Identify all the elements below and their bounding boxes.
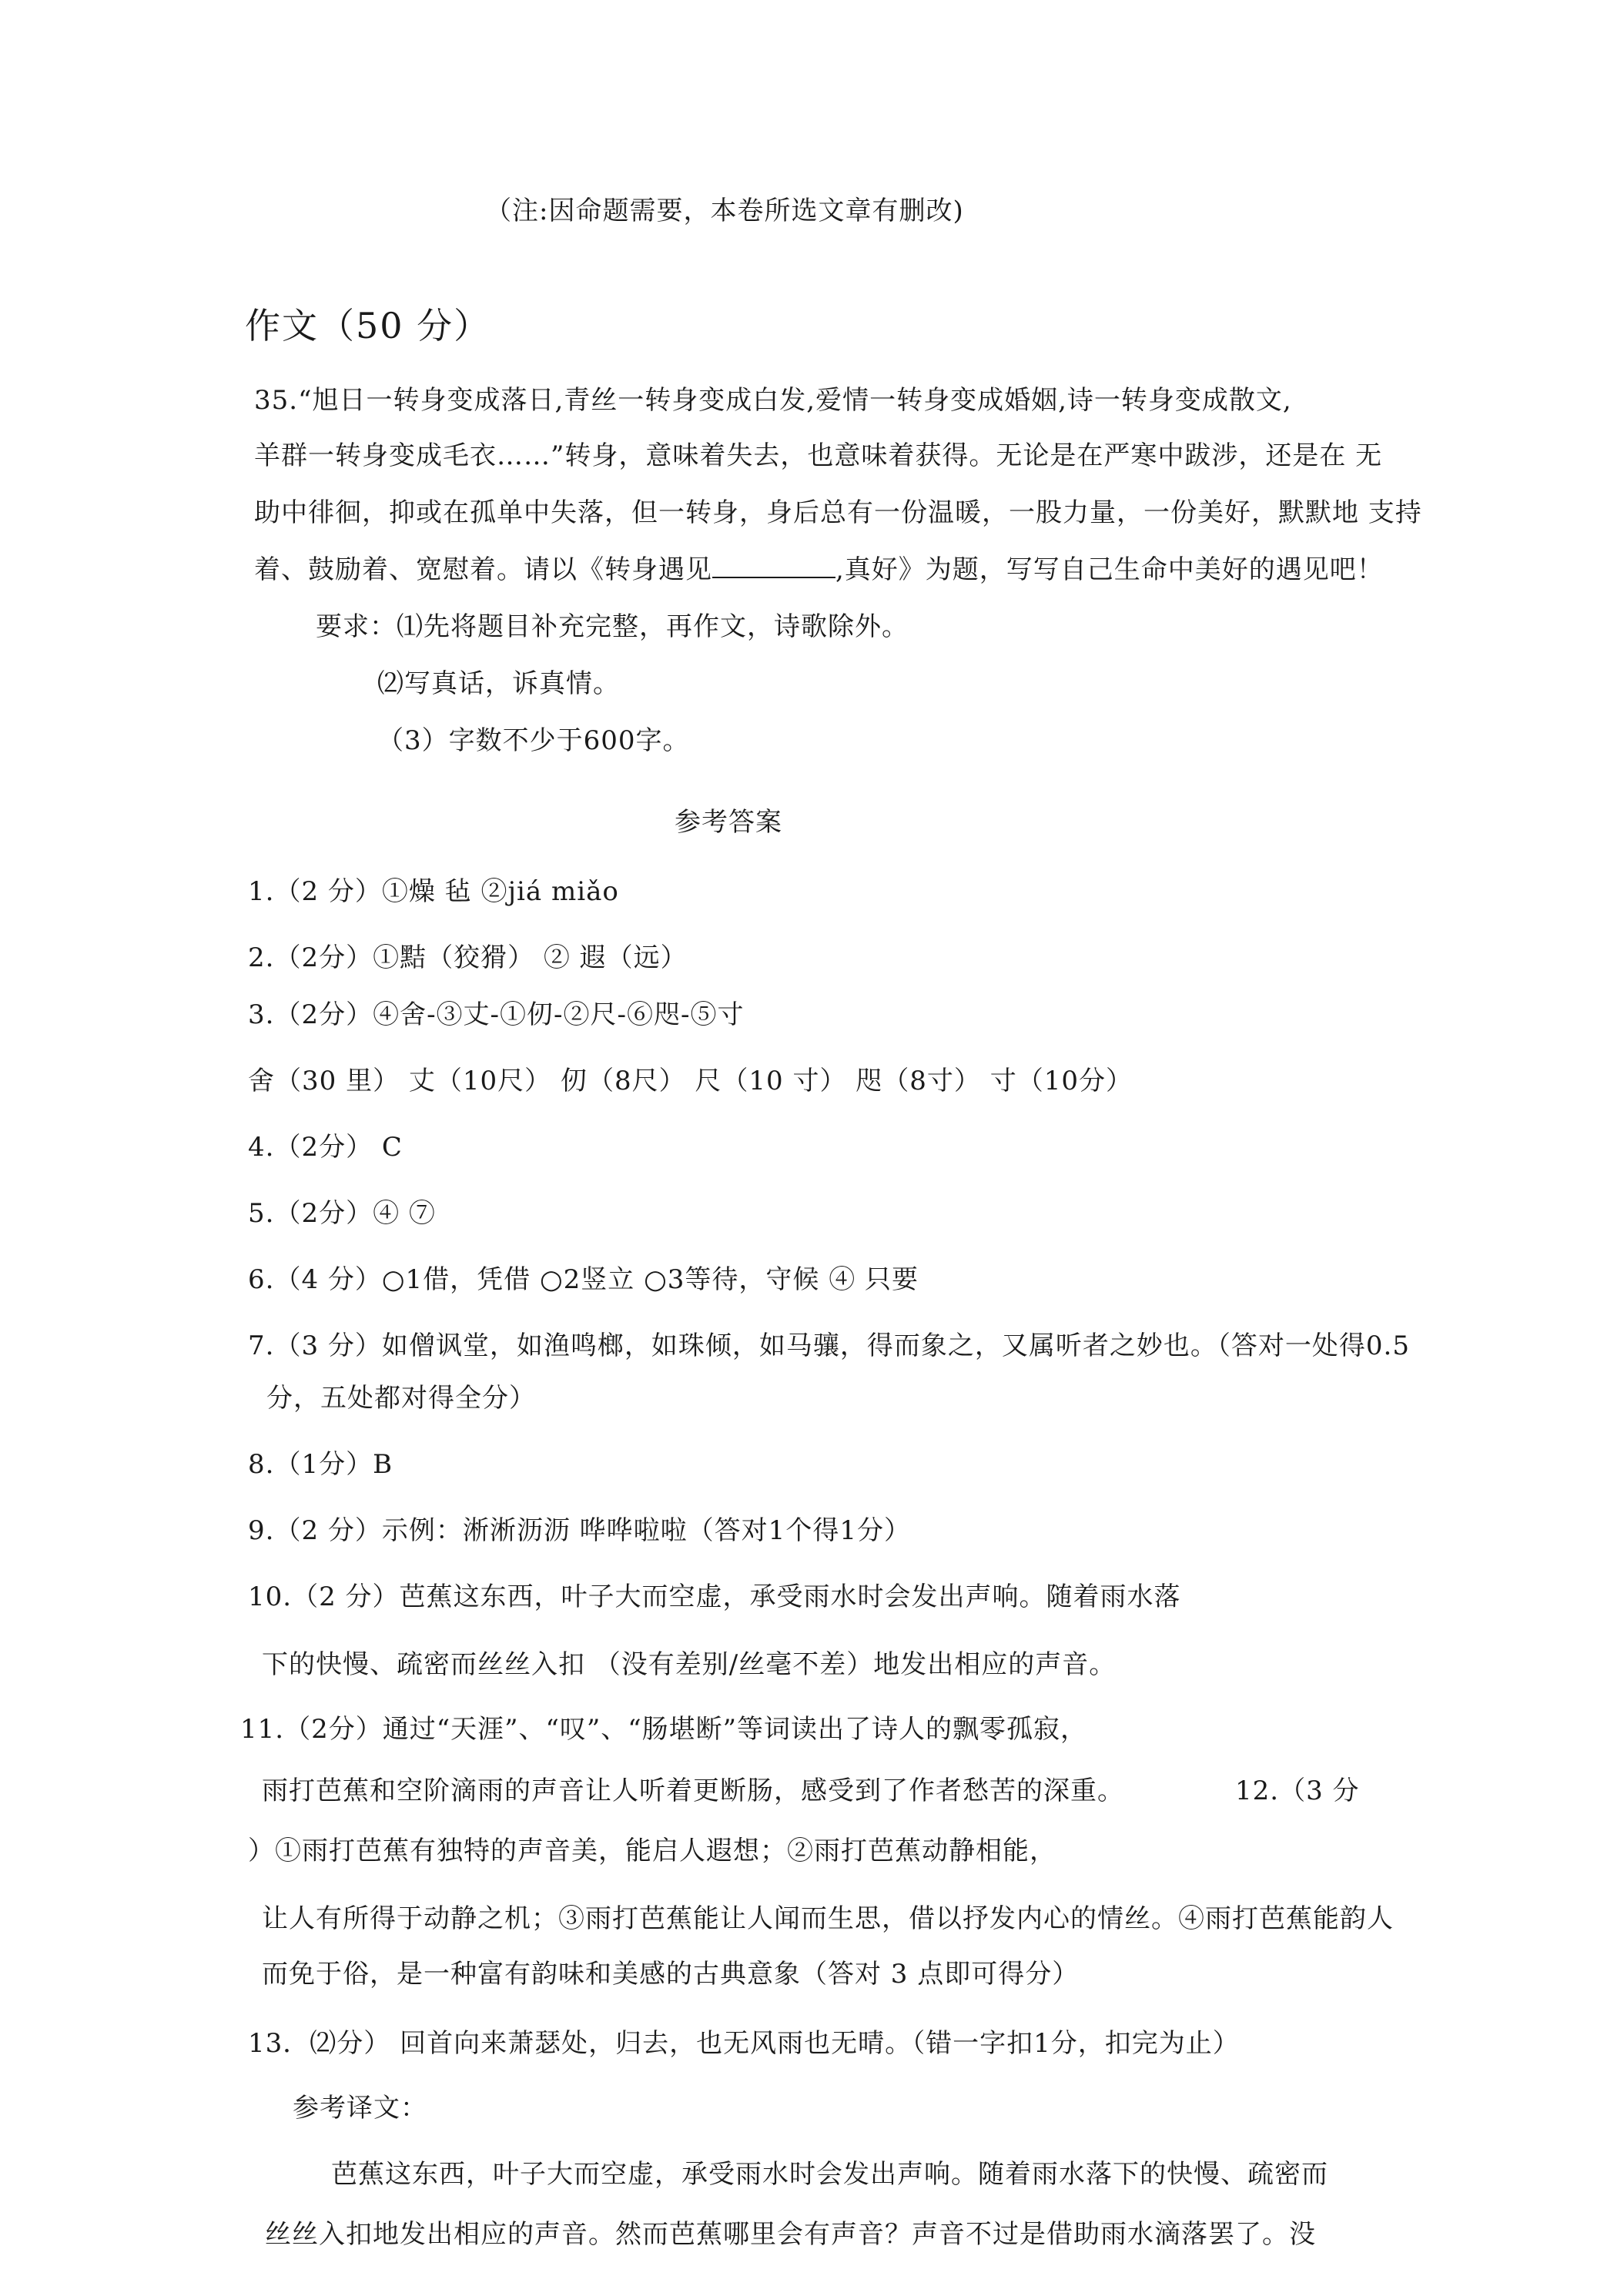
requirement-line: 要求：⑴先将题目补充完整，再作文，诗歌除外。 (316, 611, 909, 642)
answer-line: 4.（2分） C (248, 1132, 403, 1163)
answer-line: 2.（2分）①黠（狡猾） ② 遐（远） (248, 942, 688, 973)
answer-line: 分，五处都对得全分） (266, 1383, 536, 1414)
answer-line: 13．⑵分） 回首向来萧瑟处，归去，也无风雨也无晴。（错一字扣1分，扣完为止） (248, 2028, 1240, 2059)
translation-line: 丝丝入扣地发出相应的声音。然而芭蕉哪里会有声音？声音不过是借助雨水滴落罢了。没 (265, 2219, 1316, 2250)
requirement-line: ⑵写真话，诉真情。 (377, 668, 620, 699)
answer-line: 12.（3 分 (1235, 1776, 1360, 1806)
prompt-line: 助中徘徊，抑或在孤单中失落，但一转身，身后总有一份温暖，一股力量，一份美好，默默地 支持 (254, 497, 1422, 528)
answer-line: 下的快慢、疏密而丝丝入扣 （没有差别/丝毫不差）地发出相应的声音。 (262, 1649, 1117, 1680)
answer-line: ）①雨打芭蕉有独特的声音美，能启人遐想；②雨打芭蕉动静相能， (248, 1836, 1056, 1866)
answer-line: 10.（2 分）芭蕉这东西，叶子大而空虚，承受雨水时会发出声响。随着雨水落 (248, 1581, 1181, 1612)
prompt-text-after-blank: ,真好》为题，写写自己生命中美好的遇见吧！ (835, 554, 1384, 585)
composition-heading: 作文（50 分） (245, 305, 491, 346)
answer-line: 雨打芭蕉和空阶滴雨的声音让人听着更断肠，感受到了作者愁苦的深重。 (262, 1776, 1124, 1806)
answer-line: 8.（1分）B (248, 1449, 393, 1480)
answer-line: 5.（2分）④ ⑦ (248, 1198, 436, 1229)
translation-line: 芭蕉这东西，叶子大而空虚，承受雨水时会发出声响。随着雨水落下的快慢、疏密而 (331, 2159, 1328, 2190)
requirement-line: （3）字数不少于600字。 (377, 725, 690, 756)
prompt-text-before-blank: 着、鼓励着、宽慰着。请以《转身遇见 (254, 554, 712, 585)
title-blank (712, 554, 835, 578)
answer-line: 11.（2分）通过“天涯”、“叹”、“肠堪断”等词读出了诗人的飘零孤寂， (240, 1714, 1087, 1745)
answer-line: 1.（2 分）①燥 毡 ②jiá miǎo (248, 876, 619, 907)
prompt-line: 35.“旭日一转身变成落日,青丝一转身变成白发,爱情一转身变成婚姻,诗一转身变成散文, (254, 385, 1292, 416)
translation-label: 参考译文： (293, 2093, 427, 2124)
answer-line: 让人有所得于动静之机；③雨打芭蕉能让人闻而生思，借以抒发内心的情丝。④雨打芭蕉能韵人 (262, 1903, 1394, 1934)
prompt-line-with-blank (254, 553, 1384, 587)
answer-line: 7.（3 分）如僧讽堂，如渔鸣榔，如珠倾，如马骧，得而象之，又属听者之妙也。（答对一处得0.5 (248, 1330, 1410, 1361)
answer-line: 6.（4 分）○1借，凭借 ○2竖立 ○3等待，守候 ④ 只要 (248, 1264, 919, 1295)
revision-note: （注:因命题需要，本卷所选文章有删改) (485, 196, 964, 226)
answer-line: 舍（30 里） 丈（10尺） 仞（8尺） 尺（10 寸） 咫（8寸） 寸（10分） (248, 1066, 1133, 1096)
answer-line: 而免于俗，是一种富有韵味和美感的古典意象（答对 3 点即可得分） (262, 1959, 1080, 1990)
prompt-line: 羊群一转身变成毛衣……”转身，意味着失去，也意味着获得。无论是在严寒中跋涉，还是在 无 (254, 440, 1383, 471)
answer-line: 3.（2分）④舍-③丈-①仞-②尺-⑥咫-⑤寸 (248, 999, 745, 1030)
answer-line: 9.（2 分）示例：淅淅沥沥 哗哗啦啦（答对1个得1分） (248, 1515, 911, 1546)
answers-title: 参考答案 (675, 807, 782, 838)
